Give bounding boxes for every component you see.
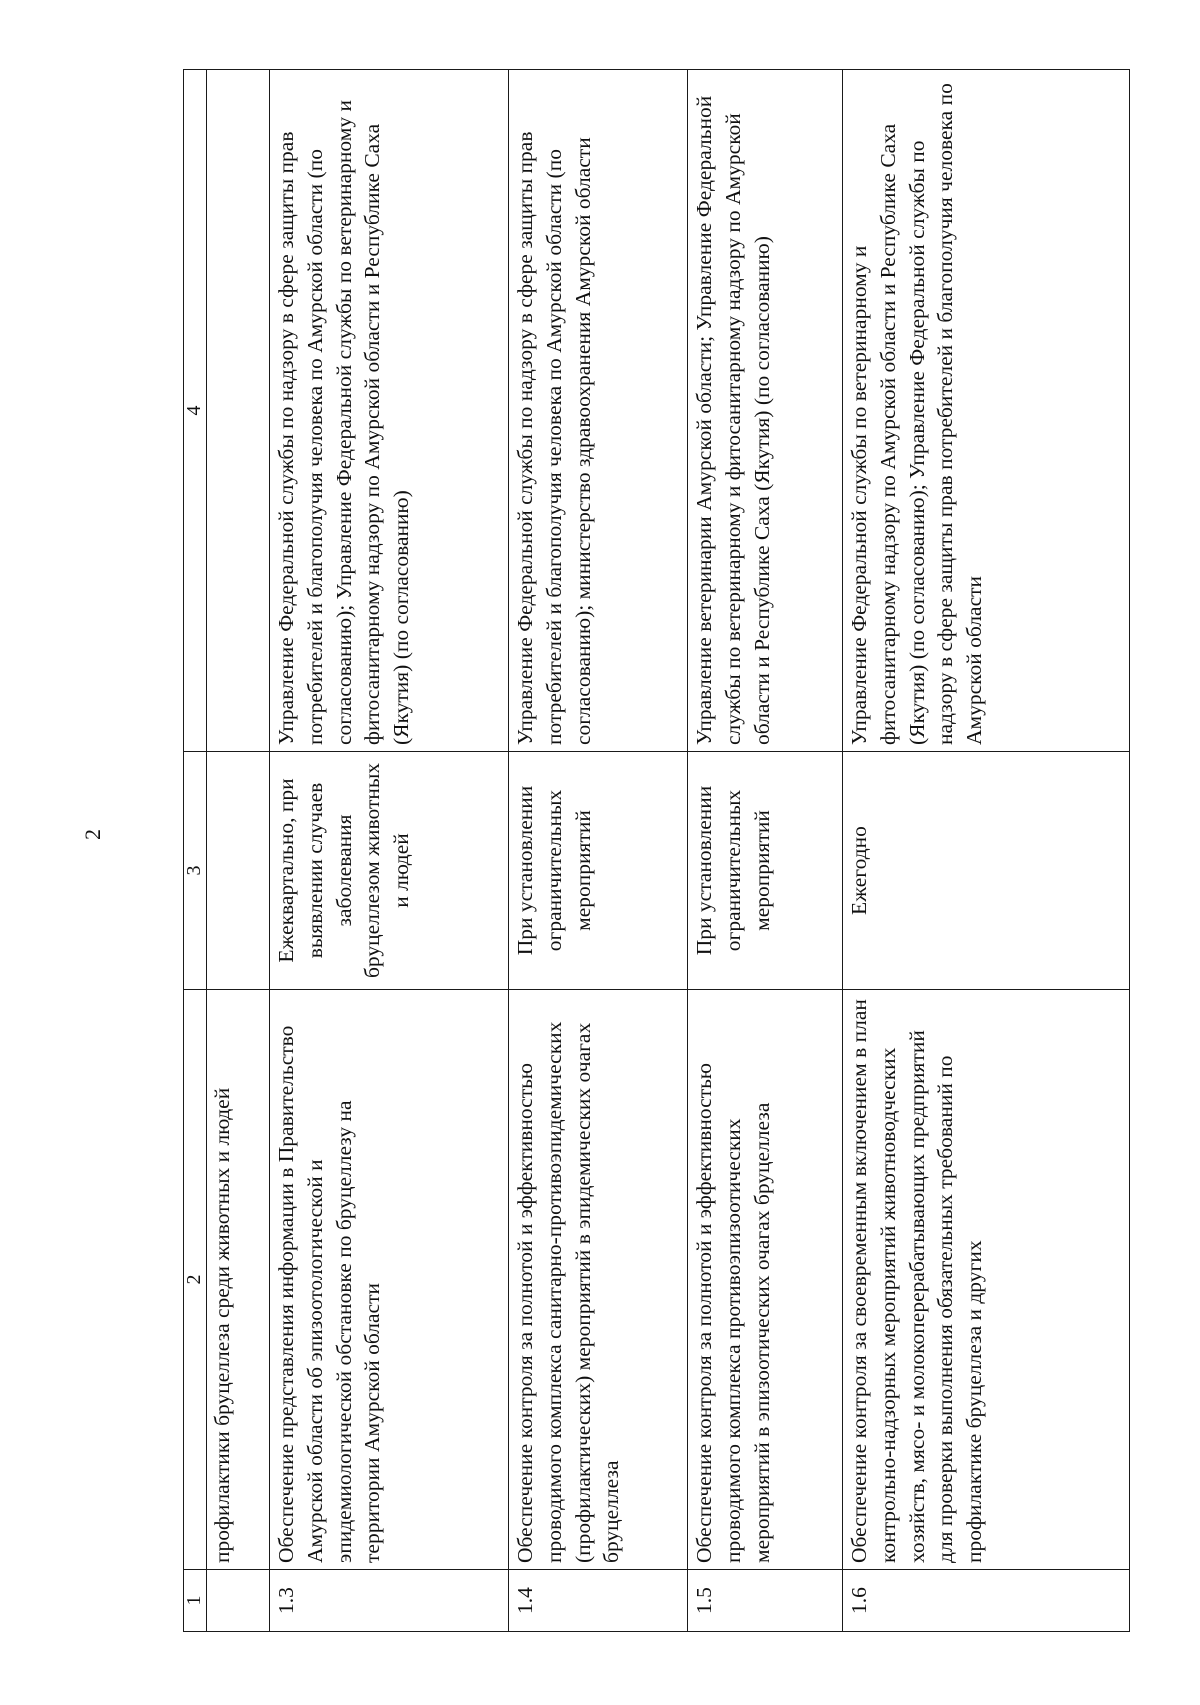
header-col-2: 2 bbox=[184, 990, 207, 1570]
table-row bbox=[843, 70, 1130, 1632]
page-number: 2 bbox=[80, 829, 105, 840]
row-executor: Управление ветеринарии Амурской области; Управление Федеральной службы по ветеринарному и фитосанитарному надзору по Амурской области и Республике Саха (Якутия) (по согласованию) bbox=[688, 70, 843, 752]
rotated-table-wrapper bbox=[183, 70, 1115, 1632]
measures-table bbox=[183, 69, 1130, 1632]
table-row-continuation bbox=[207, 70, 270, 1632]
row-frequency: Ежегодно bbox=[843, 752, 1130, 990]
header-col-3: 3 bbox=[184, 752, 207, 990]
table-row bbox=[509, 70, 688, 1632]
header-col-1: 1 bbox=[184, 1570, 207, 1632]
row-measure: Обеспечение представления информации в Правительство Амурской области об эпизоотологической и эпидемиологической обстановке по бруцеллезу на территории Амурской области bbox=[270, 990, 509, 1570]
table-header-row bbox=[184, 70, 207, 1632]
table-row bbox=[688, 70, 843, 1632]
row-executor: Управление Федеральной службы по надзору в сфере защиты прав потребителей и благополучия человека по Амурской области (по согласованию); министерство здравоохранения Амурской области bbox=[509, 70, 688, 752]
row-executor: Управление Федеральной службы по ветеринарному и фитосанитарному надзору по Амурской области и Республике Саха (Якутия) (по согласованию); Управление Федеральной службы по надзору в сфере защиты прав потребителей и благополучия человека по Амурской области bbox=[843, 70, 1130, 752]
row-measure: Обеспечение контроля за полнотой и эффективностью проводимого комплекса санитарно-противоэпидемических (профилактических) мероприятий в эпидемических очагах бруцеллеза bbox=[509, 990, 688, 1570]
row-number: 1.4 bbox=[509, 1570, 688, 1632]
table-row bbox=[270, 70, 509, 1632]
row-frequency: При установлении ограничительных мероприятий bbox=[688, 752, 843, 990]
row-frequency: При установлении ограничительных мероприятий bbox=[509, 752, 688, 990]
row-number: 1.3 bbox=[270, 1570, 509, 1632]
row-number bbox=[207, 1570, 270, 1632]
row-number: 1.6 bbox=[843, 1570, 1130, 1632]
row-frequency: Ежеквартально, при выявлении случаев заболевания бруцеллезом животных и людей bbox=[270, 752, 509, 990]
row-frequency bbox=[207, 752, 270, 990]
row-measure: профилактики бруцеллеза среди животных и людей bbox=[207, 990, 270, 1570]
row-measure: Обеспечение контроля за своевременным включением в план контрольно-надзорных мероприятий животноводческих хозяйств, мясо- и молокоперерабатывающих предприятий для проверки выполнения обязательных требований по профилактике бруцеллеза и других bbox=[843, 990, 1130, 1570]
row-executor: Управление Федеральной службы по надзору в сфере защиты прав потребителей и благополучия человека по Амурской области (по согласованию); Управление Федеральной службы по ветеринарному и фитосанитарному надзору по Амурской области и Республике Саха (Якутия) (по согласованию) bbox=[270, 70, 509, 752]
row-measure: Обеспечение контроля за полнотой и эффективностью проводимого комплекса противоэпизоотических мероприятий в эпизоотических очагах бруцеллеза bbox=[688, 990, 843, 1570]
row-number: 1.5 bbox=[688, 1570, 843, 1632]
row-executor bbox=[207, 70, 270, 752]
header-col-4: 4 bbox=[184, 70, 207, 752]
